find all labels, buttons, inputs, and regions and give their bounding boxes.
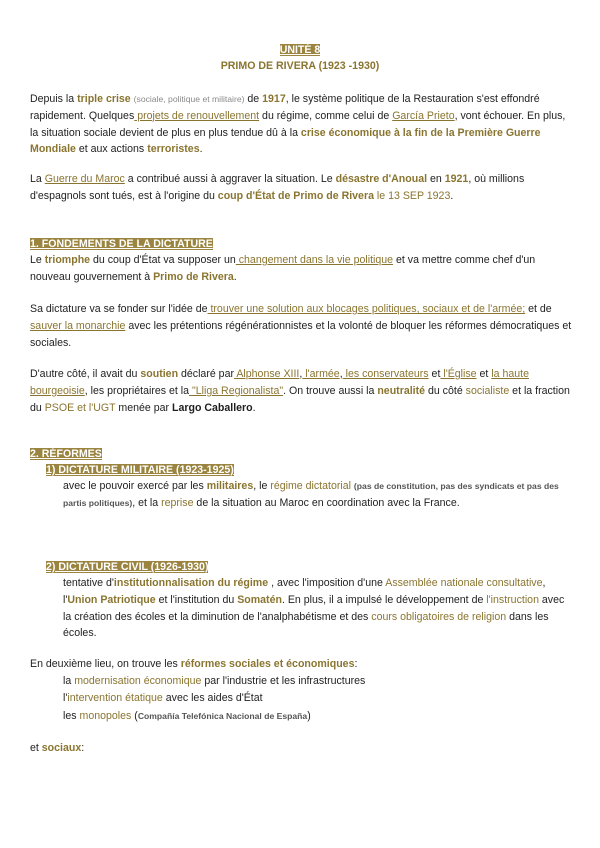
- text: Le: [30, 254, 45, 266]
- text: ,: [299, 368, 303, 380]
- text: menée par: [115, 401, 172, 414]
- text: en: [427, 173, 445, 185]
- keyword: militaires: [206, 480, 254, 492]
- keyword: terroristes: [147, 143, 200, 156]
- keyword: Union Patriotique: [67, 593, 156, 606]
- reform-item-1: [63, 673, 573, 690]
- highlight: régime dictatorial: [270, 480, 351, 492]
- text: avec les prétentions régénérationnistes et la volonté de bloquer les réformes démocratiques et sociales.: [30, 319, 572, 349]
- keyword: 1917: [262, 93, 286, 105]
- link-text: trouver une solution aux blocages politiques, sociaux et de l'armée;: [207, 303, 526, 315]
- section-1-heading: [30, 236, 575, 253]
- text: et l'institution du: [155, 593, 238, 606]
- subsection-2-heading: [46, 559, 576, 576]
- keyword: sociaux: [41, 742, 82, 754]
- text: et la fraction du: [30, 384, 570, 414]
- text: . En plus, il a impulsé le développement de: [281, 593, 487, 606]
- note: Compañía Telefónica Nacional de España: [137, 711, 308, 721]
- keyword: Somatén: [237, 593, 282, 606]
- text: (: [131, 710, 138, 722]
- note: (pas de constitution, pas des syndicats et pas des partis politiques): [63, 481, 559, 508]
- note: (sociale, politique et militaire): [133, 94, 245, 104]
- highlight: reprise: [161, 496, 194, 509]
- unit-heading: UNITÉ 8: [279, 44, 321, 56]
- keyword: neutralité: [377, 384, 426, 397]
- subheading-text: 1) DICTATURE MILITAIRE (1923-1925): [46, 464, 234, 476]
- text: l': [63, 692, 68, 704]
- highlight: monopoles: [79, 710, 132, 722]
- subheading-text: 2) DICTATURE CIVIL (1926-1930): [46, 561, 209, 573]
- text: .: [450, 189, 454, 202]
- heading-text: 2. RÉFORMES: [30, 448, 102, 460]
- text: , les propriétaires et la: [84, 384, 190, 397]
- link-text: sauver la monarchie: [30, 319, 126, 332]
- subsection-2-body: [63, 575, 571, 642]
- keyword: désastre d'Anoual: [335, 173, 428, 185]
- title-text: PRIMO DE RIVERA (1923 -1930): [220, 60, 380, 72]
- highlight: socialiste: [465, 384, 510, 397]
- link-text: les conservateurs: [342, 368, 429, 380]
- link-text: projets de renouvellement: [134, 109, 260, 122]
- highlight: l'instruction: [486, 593, 539, 606]
- text: La: [30, 173, 45, 185]
- keyword: Primo de Rivera: [153, 270, 234, 283]
- text: .: [199, 143, 203, 156]
- section-1-paragraph-2: [30, 301, 575, 351]
- reforms-intro: [30, 656, 575, 673]
- section-1-paragraph-3: [30, 366, 575, 416]
- text: et va mettre comme chef d'un nouveau gouvernement à: [30, 254, 536, 283]
- text: par l'industrie et les infrastructures: [201, 675, 366, 687]
- text: les: [63, 710, 80, 722]
- highlight: modernisation économique: [74, 675, 202, 687]
- text: avec les aides d'État: [162, 692, 263, 704]
- text: et: [428, 368, 441, 380]
- keyword: triple crise: [77, 93, 131, 105]
- text: ,: [339, 368, 343, 380]
- heading-text: 1. FONDEMENTS DE LA DICTATURE: [30, 238, 213, 250]
- text: , l': [63, 577, 546, 606]
- section-2-heading: [30, 446, 575, 463]
- text: Sa dictature va se fonder sur l'idée de: [30, 303, 208, 315]
- link-text: changement dans la vie politique: [235, 254, 394, 266]
- text: :: [81, 742, 85, 754]
- text: , où millions d'espagnols sont tués, est à l'origine du: [30, 173, 525, 202]
- text: , le système politique de la Restauration s'est effondré rapidement. Quelques: [30, 93, 540, 122]
- link-text: García Prieto: [392, 109, 455, 122]
- keyword: coup d'État de Primo de Rivera: [217, 189, 374, 202]
- highlight: Assemblée nationale consultative: [385, 577, 543, 589]
- text: dans les écoles.: [63, 610, 549, 640]
- social-reforms-intro: [30, 740, 575, 757]
- text: , vont échouer. En plus, la situation sociale devient de plus en plus tendue dû à la: [30, 109, 566, 139]
- highlight: cours obligatoires de religion: [371, 610, 507, 623]
- link-text: Guerre du Maroc: [44, 173, 125, 185]
- text: En deuxième lieu, on trouve les: [30, 658, 181, 670]
- text: et de: [525, 303, 552, 315]
- text: .: [233, 270, 237, 283]
- text: , le: [253, 480, 271, 492]
- keyword: Largo Caballero: [172, 401, 253, 414]
- intro-paragraph-2: [30, 171, 575, 205]
- text: ): [307, 710, 311, 722]
- text: a contribué aussi à aggraver la situation. Le: [124, 173, 336, 185]
- unit-label: [0, 42, 600, 59]
- text: du coup d'État va supposer un: [90, 254, 236, 266]
- text: tentative d': [63, 577, 114, 589]
- keyword: institutionnalisation du régime: [113, 577, 269, 589]
- keyword: réformes sociales et économiques: [180, 658, 355, 670]
- text: avec la création des écoles et la diminution de l'analphabétisme et des: [63, 593, 565, 623]
- page-title: [0, 58, 600, 75]
- section-1-paragraph-1: [30, 252, 575, 286]
- link-text: l'armée: [302, 368, 340, 380]
- reform-item-2: [63, 690, 573, 707]
- text: la: [63, 675, 75, 687]
- text: déclaré par: [178, 368, 234, 380]
- link-text: la haute bourgeoisie: [30, 368, 530, 397]
- text: . On trouve aussi la: [283, 384, 378, 397]
- highlight: intervention étatique: [67, 692, 163, 704]
- text: , et la: [132, 496, 162, 509]
- date-text: le 13 SEP 1923: [373, 189, 451, 202]
- text: et aux actions: [75, 143, 148, 156]
- text: et: [476, 368, 492, 380]
- subsection-1-body: [63, 478, 563, 512]
- text: , avec l'imposition d'une: [268, 577, 386, 589]
- text: et: [30, 742, 42, 754]
- text: Depuis la: [30, 93, 78, 105]
- intro-paragraph-1: [30, 91, 575, 158]
- link-text: "Lliga Regionalista": [189, 384, 284, 397]
- text: :: [354, 658, 358, 670]
- subsection-1-heading: [46, 462, 576, 479]
- text: D'autre côté, il avait du: [30, 368, 141, 380]
- keyword: 1921: [444, 173, 469, 185]
- reform-item-3: [63, 708, 573, 725]
- text: du côté: [425, 384, 466, 397]
- text: de: [244, 93, 263, 105]
- highlight: PSOE et l'UGT: [44, 401, 116, 414]
- keyword: crise économique à la fin de la Première Guerre Mondiale: [30, 126, 541, 156]
- text: de la situation au Maroc en coordination avec la France.: [193, 496, 460, 509]
- keyword: triomphe: [44, 254, 91, 266]
- keyword: soutien: [140, 368, 179, 380]
- link-text: l'Église: [440, 368, 477, 380]
- text: du régime, comme celui de: [259, 109, 393, 122]
- text: avec le pouvoir exercé par les: [63, 480, 207, 492]
- link-text: Alphonse XIII: [234, 368, 300, 380]
- text: .: [252, 401, 256, 414]
